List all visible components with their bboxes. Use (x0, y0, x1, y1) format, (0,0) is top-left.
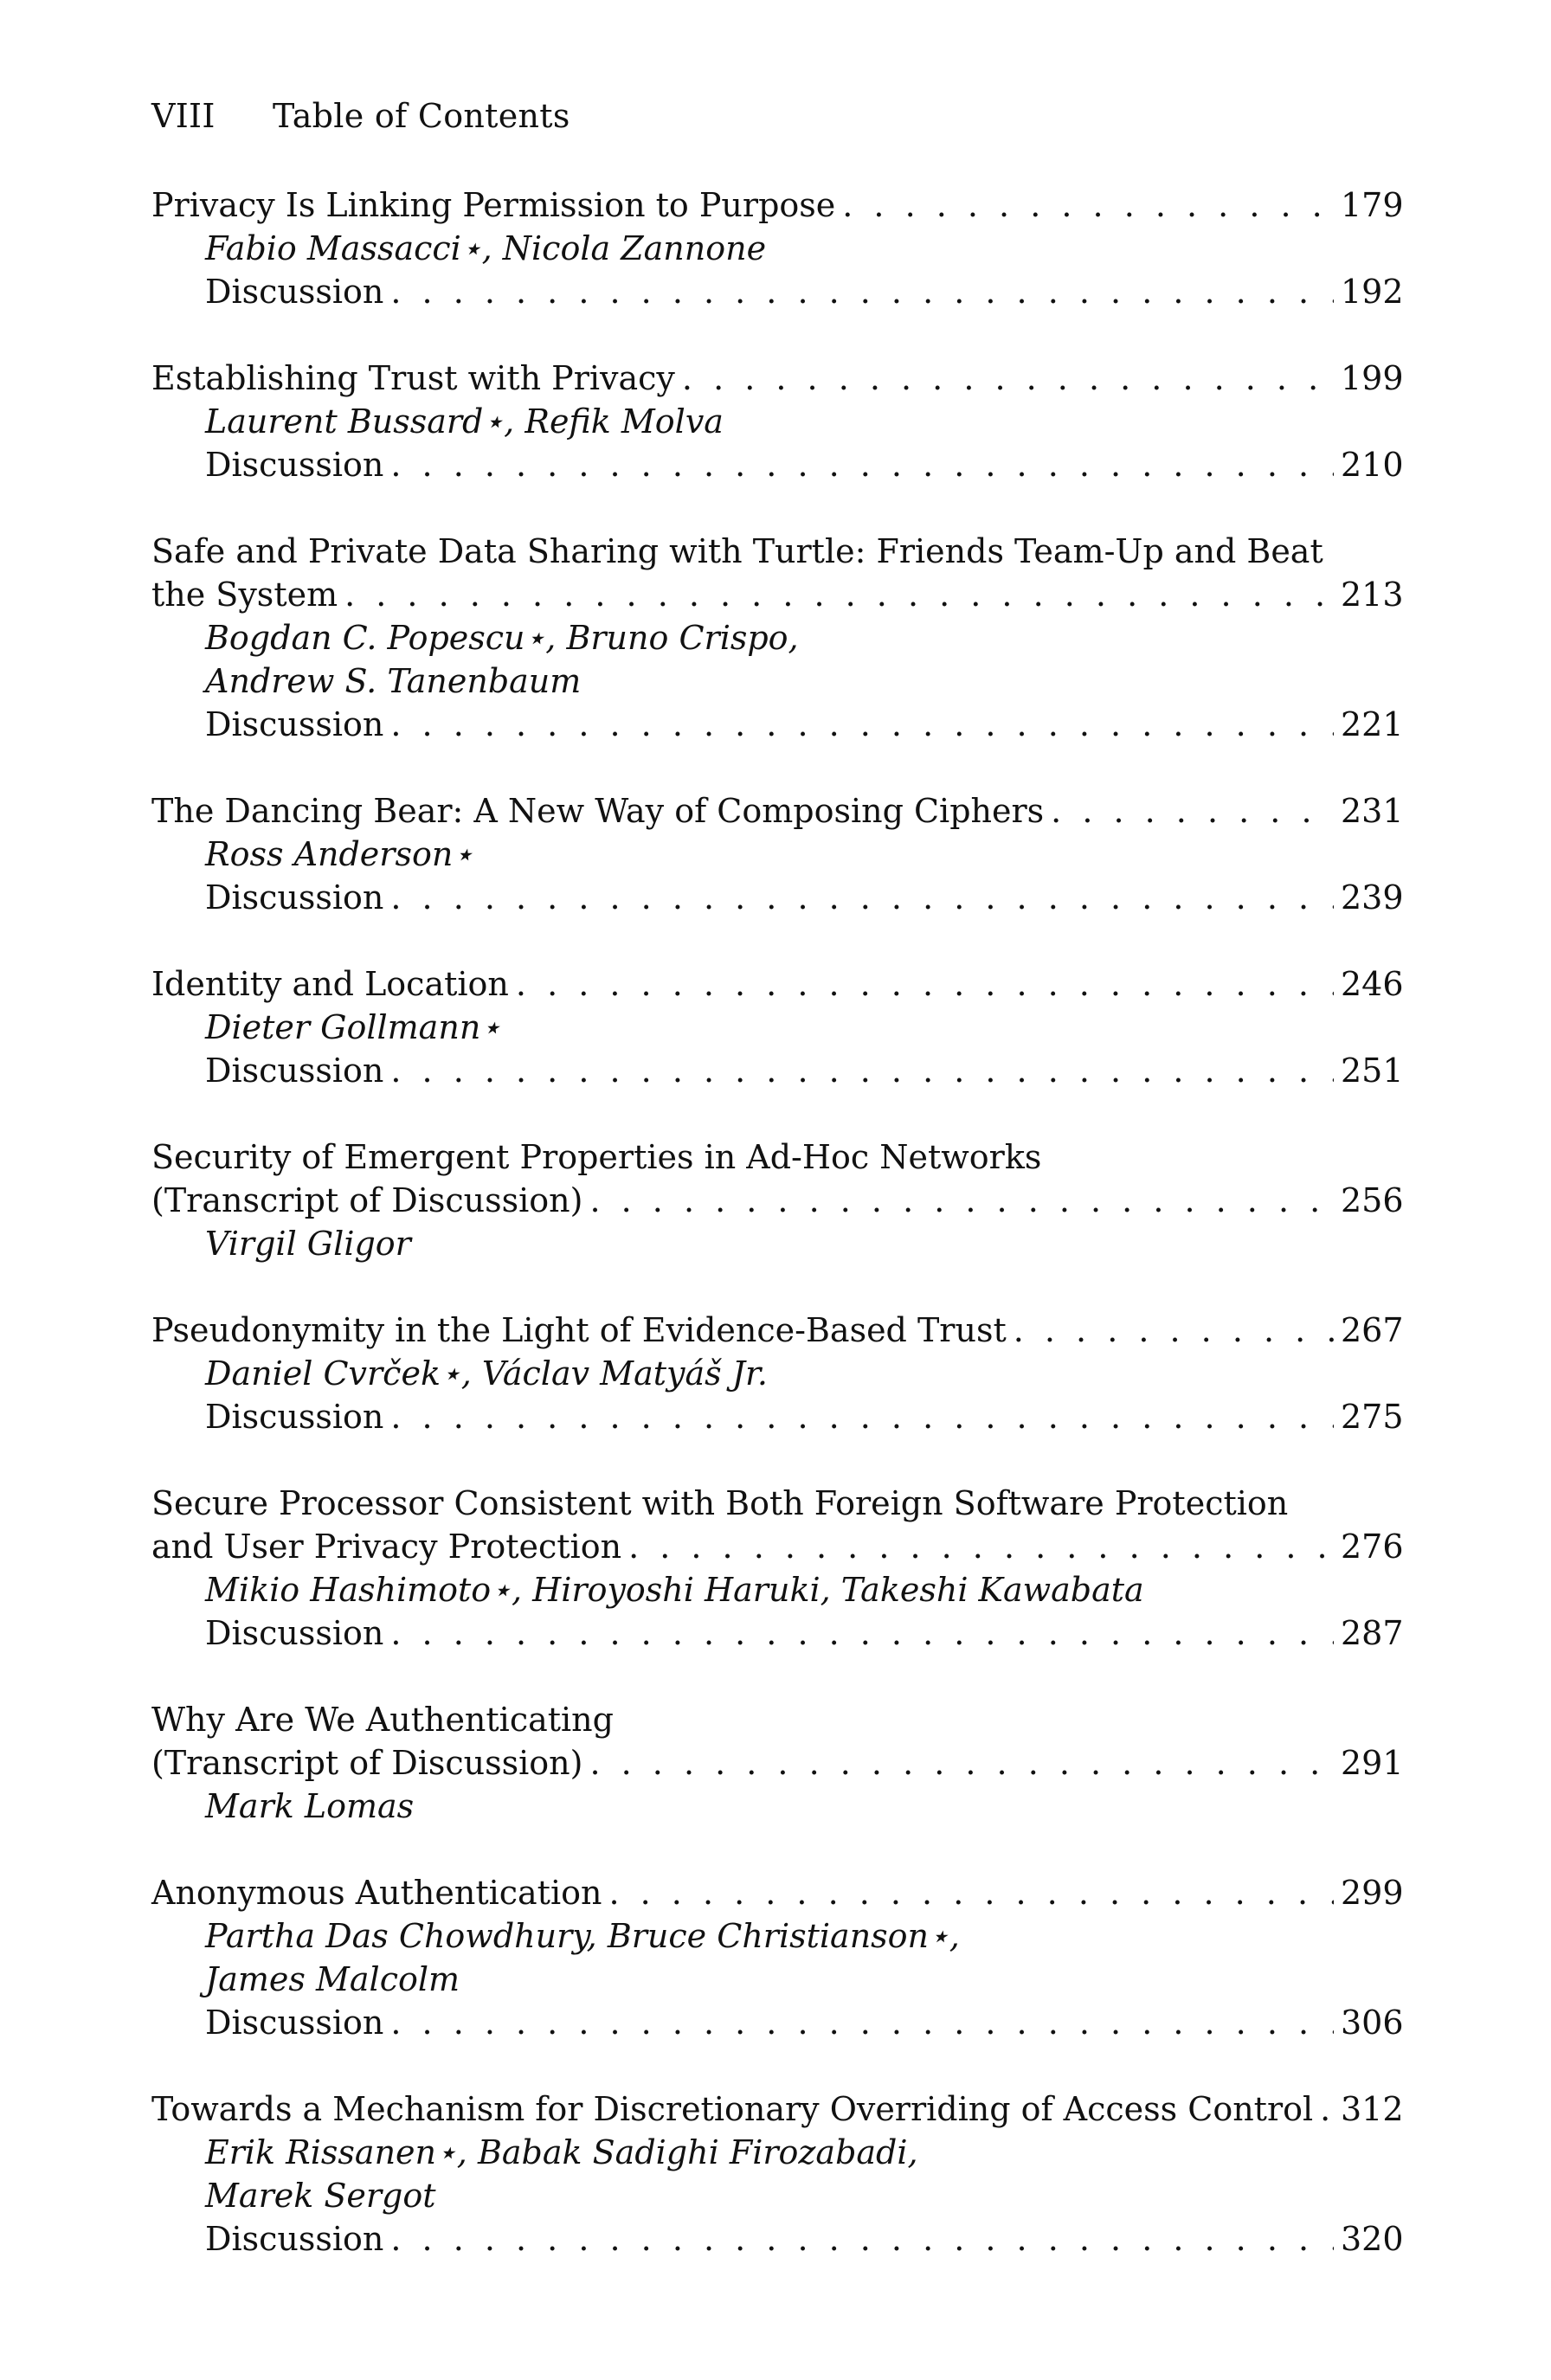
dot-leader (516, 962, 1334, 1006)
entry-authors: Erik Rissanen⋆, Babak Sadighi Firozabadi, (205, 2133, 918, 2171)
entry-page-number: 231 (1341, 792, 1404, 830)
entry-title: Security of Emergent Properties in Ad-Hoc Networks (151, 1138, 1042, 1176)
entry-title-line-with-page (151, 962, 1404, 1006)
discussion-page-number: 287 (1341, 1614, 1404, 1652)
discussion-line (151, 1395, 1404, 1438)
entry-authors: Ross Anderson⋆ (205, 835, 474, 873)
entry-title-line (151, 530, 1398, 573)
entry-title: Anonymous Authentication (151, 1874, 602, 1912)
toc-entry (151, 1309, 1404, 1438)
discussion-page-number: 275 (1341, 1398, 1404, 1436)
entry-title: The Dancing Bear: A New Way of Composing Ciphers (151, 792, 1045, 830)
entry-page-number: 246 (1341, 965, 1404, 1003)
dot-leader (589, 1741, 1334, 1785)
dot-leader (1014, 1309, 1334, 1352)
entry-page-number: 213 (1341, 576, 1404, 614)
dot-leader (1320, 2087, 1334, 2131)
dot-leader (1051, 789, 1334, 833)
toc-entry (151, 1871, 1404, 2044)
entry-authors: James Malcolm (205, 1960, 460, 1998)
entry-title: Identity and Location (151, 965, 509, 1003)
toc-entry (151, 183, 1404, 313)
discussion-label: Discussion (205, 705, 384, 743)
table-of-contents (151, 183, 1404, 2304)
entry-title-line-with-page (151, 1741, 1404, 1785)
entry-title-line-with-page (151, 1525, 1404, 1568)
entry-page-number: 199 (1341, 359, 1404, 397)
entry-title-line (151, 1482, 1398, 1525)
discussion-label: Discussion (205, 1614, 384, 1652)
discussion-page-number: 210 (1341, 446, 1404, 484)
entry-title-line-with-page (151, 2087, 1404, 2131)
entry-authors: Daniel Cvrček⋆, Václav Matyáš Jr. (205, 1354, 769, 1393)
entry-page-number: 299 (1341, 1874, 1404, 1912)
dot-leader (390, 2001, 1334, 2044)
entry-authors: Laurent Bussard⋆, Refik Molva (205, 402, 724, 441)
discussion-label: Discussion (205, 1398, 384, 1436)
entry-authors: Mark Lomas (205, 1787, 415, 1825)
entry-title: Why Are We Authenticating (151, 1701, 614, 1739)
toc-entry (151, 1698, 1404, 1828)
entry-title-line-with-page (151, 1179, 1404, 1222)
entry-authors: Andrew S. Tanenbaum (205, 662, 582, 700)
entry-title-line-with-page (151, 789, 1404, 833)
dot-leader (390, 876, 1334, 919)
dot-leader (390, 1611, 1334, 1655)
dot-leader (628, 1525, 1334, 1568)
entry-title: the System (151, 576, 338, 614)
entry-title: (Transcript of Discussion) (151, 1181, 583, 1219)
entry-page-number: 276 (1341, 1528, 1404, 1566)
dot-leader (390, 2217, 1334, 2261)
dot-leader (608, 1871, 1334, 1914)
toc-entry (151, 962, 1404, 1092)
entry-title-line (151, 1698, 1398, 1741)
discussion-page-number: 192 (1341, 273, 1404, 311)
entry-authors: Bogdan C. Popescu⋆, Bruno Crispo, (205, 619, 799, 657)
entry-title: Establishing Trust with Privacy (151, 359, 675, 397)
discussion-line (151, 270, 1404, 313)
entry-authors: Fabio Massacci⋆, Nicola Zannone (205, 229, 767, 267)
entry-authors: Marek Sergot (205, 2177, 436, 2215)
running-title: Table of Contents (273, 97, 570, 135)
dot-leader (390, 1395, 1334, 1438)
entry-page-number: 291 (1341, 1744, 1404, 1782)
discussion-label: Discussion (205, 1052, 384, 1090)
discussion-label: Discussion (205, 878, 384, 917)
entry-title-line (151, 1135, 1398, 1179)
entry-authors: Partha Das Chowdhury, Bruce Christianson⋆, (205, 1917, 960, 1955)
entry-title: (Transcript of Discussion) (151, 1744, 583, 1782)
entry-title-line-with-page (151, 573, 1404, 616)
toc-entry (151, 357, 1404, 486)
entry-page-number: 179 (1341, 186, 1404, 224)
discussion-label: Discussion (205, 273, 384, 311)
dot-leader (390, 443, 1334, 486)
entry-title: Privacy Is Linking Permission to Purpose (151, 186, 836, 224)
entry-authors: Mikio Hashimoto⋆, Hiroyoshi Haruki, Takeshi Kawabata (205, 1571, 1144, 1609)
dot-leader (589, 1179, 1334, 1222)
discussion-page-number: 320 (1341, 2220, 1404, 2258)
entry-page-number: 256 (1341, 1181, 1404, 1219)
discussion-line (151, 2001, 1404, 2044)
toc-entry (151, 530, 1404, 746)
discussion-line (151, 1049, 1404, 1092)
entry-title-line-with-page (151, 183, 1404, 227)
discussion-line (151, 443, 1404, 486)
discussion-line (151, 703, 1404, 746)
entry-title-line-with-page (151, 357, 1404, 400)
entry-title: and User Privacy Protection (151, 1528, 622, 1566)
toc-entry (151, 1482, 1404, 1655)
discussion-label: Discussion (205, 2220, 384, 2258)
entry-title: Secure Processor Consistent with Both Foreign Software Protection (151, 1484, 1289, 1522)
dot-leader (682, 357, 1334, 400)
discussion-label: Discussion (205, 446, 384, 484)
page-number: VIII (151, 97, 216, 135)
entry-title: Pseudonymity in the Light of Evidence-Based Trust (151, 1311, 1007, 1349)
entry-authors: Virgil Gligor (205, 1225, 411, 1263)
entry-authors: Dieter Gollmann⋆ (205, 1008, 502, 1046)
discussion-page-number: 221 (1341, 705, 1404, 743)
discussion-line (151, 876, 1404, 919)
discussion-line (151, 1611, 1404, 1655)
dot-leader (390, 1049, 1334, 1092)
entry-title: Towards a Mechanism for Discretionary Overriding of Access Control (151, 2090, 1314, 2128)
running-header (151, 97, 570, 135)
toc-entry (151, 2087, 1404, 2261)
entry-page-number: 312 (1341, 2090, 1404, 2128)
toc-entry (151, 1135, 1404, 1265)
dot-leader (390, 703, 1334, 746)
discussion-line (151, 2217, 1404, 2261)
discussion-page-number: 239 (1341, 878, 1404, 917)
discussion-label: Discussion (205, 2004, 384, 2042)
entry-title-line-with-page (151, 1309, 1404, 1352)
entry-title-line-with-page (151, 1871, 1404, 1914)
discussion-page-number: 251 (1341, 1052, 1404, 1090)
entry-page-number: 267 (1341, 1311, 1404, 1349)
dot-leader (390, 270, 1334, 313)
dot-leader (344, 573, 1334, 616)
discussion-page-number: 306 (1341, 2004, 1404, 2042)
dot-leader (842, 183, 1334, 227)
entry-title: Safe and Private Data Sharing with Turtle: Friends Team-Up and Beat (151, 532, 1323, 570)
toc-entry (151, 789, 1404, 919)
